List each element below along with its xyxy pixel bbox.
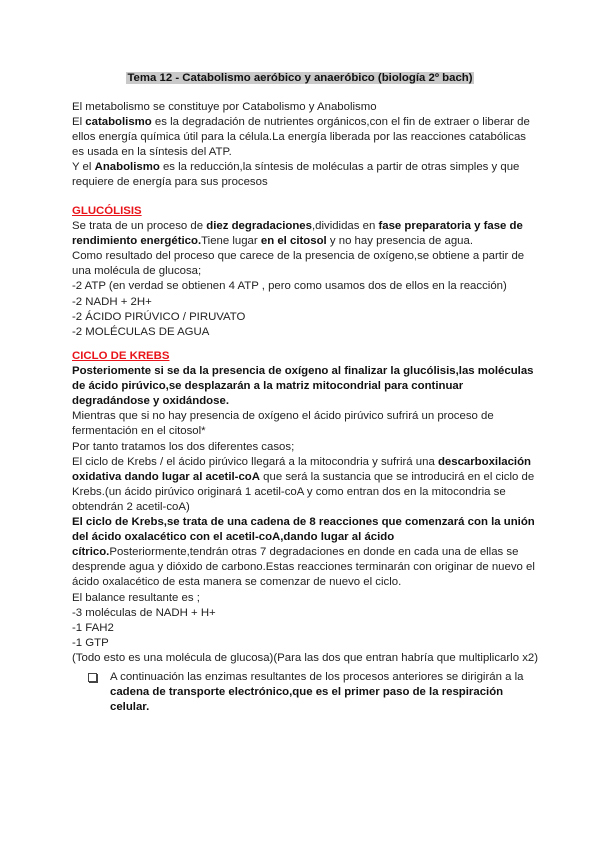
intro-section bbox=[72, 100, 542, 191]
bold-text: diez degradaciones bbox=[206, 220, 312, 233]
text: Krebs.(un ácido pirúvico originará 1 acetil-coA y como entran dos en la mitocondria se bbox=[72, 485, 506, 498]
bold-text: fase preparatoria y fase de bbox=[378, 220, 523, 233]
krebs-heading: CICLO DE KREBS bbox=[72, 350, 170, 362]
text: El bbox=[72, 116, 86, 129]
checkbox-bullet-icon bbox=[88, 673, 97, 682]
text: Posteriormente,tendrán otras 7 degradaciones en donde en cada una de ellas se bbox=[109, 546, 519, 559]
text: El metabolismo se constituye por Catabolismo y Anabolismo bbox=[72, 101, 377, 113]
bold-text: cítrico. bbox=[72, 546, 110, 559]
text-line bbox=[72, 279, 542, 294]
text-line bbox=[72, 545, 542, 560]
text-line bbox=[72, 145, 542, 160]
text-line bbox=[72, 115, 542, 130]
bold-text: rendimiento energético. bbox=[72, 235, 202, 248]
bold-text: catabolismo bbox=[85, 116, 152, 129]
text: y no hay presencia de agua. bbox=[326, 235, 473, 248]
text-line bbox=[72, 651, 542, 666]
bold-text: en el citosol bbox=[260, 235, 327, 248]
text: El ciclo de Krebs / el ácido pirúvico llegará a la mitocondria y sufrirá una bbox=[72, 455, 438, 468]
document-title bbox=[0, 71, 600, 86]
text: fermentación en el citosol* bbox=[72, 425, 206, 438]
text-line bbox=[72, 485, 542, 500]
glucolisis-section bbox=[72, 204, 542, 340]
text: -2 ATP (en verdad se obtienen 4 ATP , pero como usamos dos de ellos en la reacción) bbox=[72, 280, 507, 293]
text: -2 MOLÉCULAS DE AGUA bbox=[72, 325, 210, 338]
text: Se trata de un proceso de bbox=[72, 220, 207, 233]
text: es la reducción,la síntesis de moléculas a partir de otras simples y que bbox=[159, 161, 520, 174]
text-line bbox=[72, 621, 542, 636]
text-line bbox=[72, 409, 542, 424]
bold-text: descarboxilación bbox=[437, 455, 532, 468]
text-line bbox=[72, 310, 542, 325]
text: -2 ÁCIDO PIRÚVICO / PIRUVATO bbox=[72, 310, 246, 323]
title-text: Tema 12 - Catabolismo aeróbico y anaeróbico (biología 2º bach) bbox=[127, 72, 473, 84]
text-line bbox=[72, 295, 542, 310]
bold-text: Anabolismo bbox=[94, 161, 160, 174]
text-line bbox=[72, 606, 542, 621]
text: -2 NADH + 2H+ bbox=[72, 295, 152, 308]
bold-text: cadena de transporte electrónico,que es el primer paso de la respiración bbox=[110, 686, 504, 699]
text-line bbox=[72, 264, 542, 279]
krebs-body bbox=[72, 364, 542, 666]
text: es la degradación de nutrientes orgánicos,con el fin de extraer o liberar de bbox=[151, 116, 530, 129]
text-line bbox=[72, 424, 542, 439]
checklist-item bbox=[88, 670, 548, 715]
text: que será la sustancia que se introducirá en el ciclo de bbox=[260, 470, 535, 483]
text: (Todo esto es una molécula de glucosa)(Para las dos que entran habría que multiplicarlo x2) bbox=[72, 651, 539, 664]
text: obtendrán 2 acetil-coA) bbox=[72, 500, 190, 513]
glucolisis-body bbox=[72, 219, 542, 340]
text-line bbox=[72, 130, 542, 145]
text: Tiene lugar bbox=[201, 235, 261, 248]
text-line bbox=[72, 100, 542, 115]
text-line bbox=[72, 636, 542, 651]
text-line bbox=[72, 500, 542, 515]
text: Mientras que si no hay presencia de oxígeno el ácido pirúvico sufrirá un proceso de bbox=[72, 410, 494, 423]
bold-text: celular. bbox=[110, 701, 150, 714]
bold-text: de ácido pirúvico,se desplazarán a la matriz mitocondrial para continuar bbox=[72, 380, 464, 393]
text-line bbox=[72, 219, 542, 234]
text: ,divididas en bbox=[311, 220, 379, 233]
bold-text: degradándose y oxidándose. bbox=[72, 395, 229, 408]
text: -3 moléculas de NADH + H+ bbox=[72, 606, 216, 619]
text-line bbox=[72, 394, 542, 409]
text: ácido oxalacético de esta manera se comenzar de nuevo el ciclo. bbox=[72, 576, 402, 589]
text: Como resultado del proceso que carece de la presencia de oxígeno,se obtiene a partir de bbox=[72, 250, 525, 263]
text-line bbox=[72, 234, 542, 249]
text: El balance resultante es ; bbox=[72, 591, 200, 604]
text-line bbox=[72, 325, 542, 340]
bold-text: Posteriomente si se da la presencia de oxígeno al finalizar la glucólisis,las moléculas bbox=[72, 365, 534, 378]
krebs-section bbox=[72, 349, 542, 666]
text: -1 GTP bbox=[72, 636, 109, 649]
text: requiere de energía para sus procesos bbox=[72, 176, 268, 189]
text-line bbox=[110, 670, 548, 685]
text-line bbox=[72, 364, 542, 379]
checklist-item-text bbox=[110, 670, 548, 715]
text-line bbox=[72, 560, 542, 575]
text-line bbox=[110, 685, 548, 700]
bold-text: del ácido oxalacético con el acetil-coA,dando lugar al ácido bbox=[72, 531, 395, 544]
text-line bbox=[72, 175, 542, 190]
text-line bbox=[72, 249, 542, 264]
text: -1 FAH2 bbox=[72, 621, 114, 634]
text-line bbox=[72, 455, 542, 470]
text-line bbox=[72, 530, 542, 545]
text-line bbox=[72, 575, 542, 590]
bold-text: El ciclo de Krebs,se trata de una cadena de 8 reacciones que comenzará con la unión bbox=[72, 516, 535, 529]
bold-text: oxidativa dando lugar al acetil-coA bbox=[72, 470, 260, 483]
text: una molécula de glucosa; bbox=[72, 265, 202, 278]
text: Por tanto tratamos los dos diferentes casos; bbox=[72, 440, 295, 453]
text-line bbox=[72, 515, 542, 530]
text: ellos energía química útil para la célula.La energía liberada por las reacciones catabólicas bbox=[72, 131, 526, 144]
text-line bbox=[72, 470, 542, 485]
text-line bbox=[72, 379, 542, 394]
glucolisis-heading: GLUCÓLISIS bbox=[72, 205, 142, 217]
text: Y el bbox=[72, 161, 95, 174]
text-line bbox=[72, 160, 542, 175]
text: es usada en la síntesis del ATP. bbox=[72, 146, 232, 159]
text: desprende agua y dióxido de carbono.Estas reacciones terminarán con originar de nuevo el bbox=[72, 561, 535, 574]
text-line bbox=[72, 440, 542, 455]
text: A continuación las enzimas resultantes de los procesos anteriores se dirigirán a la bbox=[110, 671, 524, 683]
text-line bbox=[110, 700, 548, 715]
text-line bbox=[72, 591, 542, 606]
